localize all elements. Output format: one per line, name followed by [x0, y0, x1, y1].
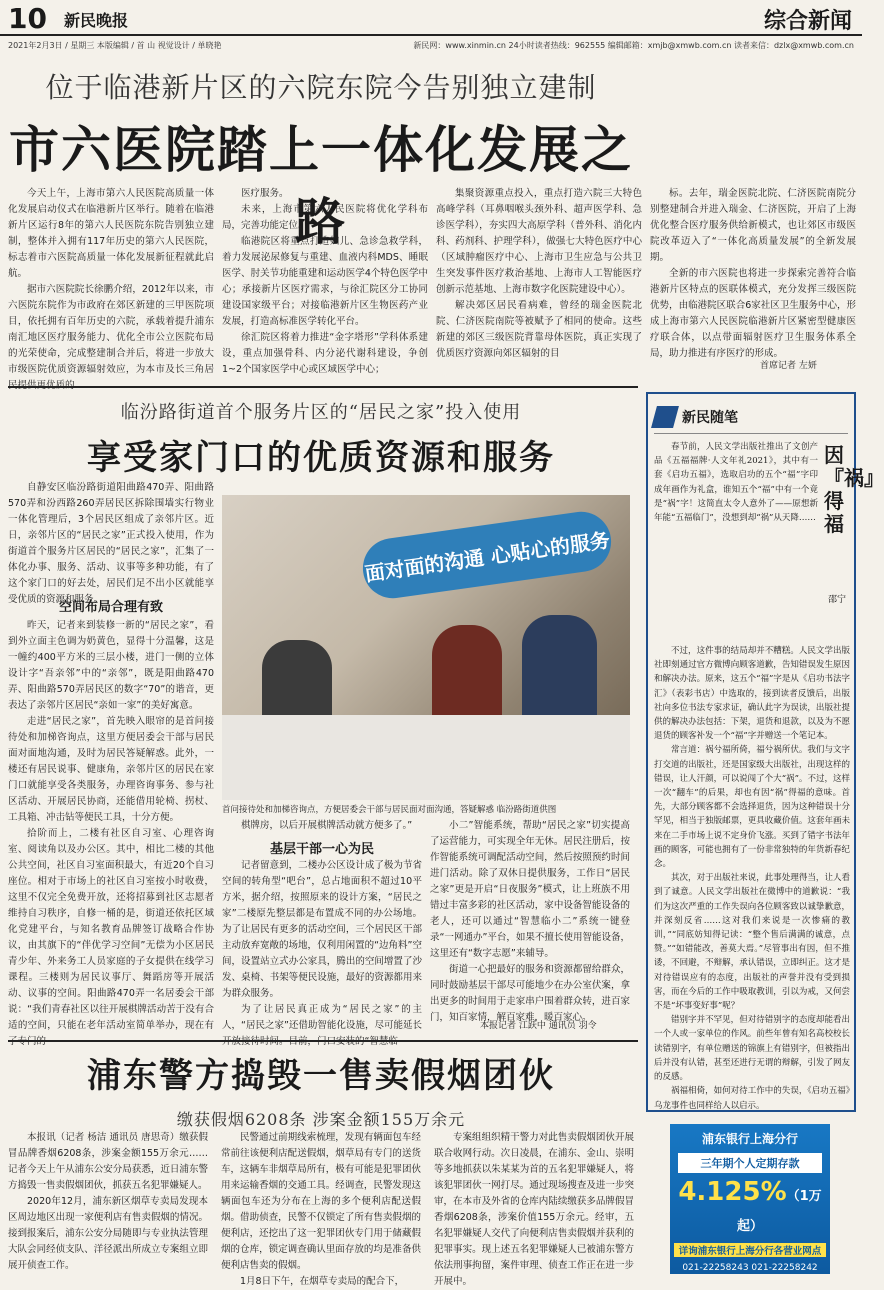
article3-col2	[221, 1130, 421, 1290]
paragraph: 民警通过前期线索梳理，发现有辆面包车经常前往该便利店配送假烟，烟草局有专门的送货车，这辆车非烟草局所有，极有可能是犯罪团伙用来运输香烟的交通工具。经调查，民警发现这辆面包车还为分布在上海的多个便利店配送假烟。借助侦查，民警不仅锁定了所有售卖假烟的便利店，还挖出了这一犯罪团伙专门用于储藏假烟的仓库，锁定调查确认里面存放的均是准备供便利店售卖的假烟。	[221, 1132, 421, 1271]
ad-min-deposit: （1万起）	[736, 1189, 822, 1234]
paragraph: 小二”智能系统，帮助“居民之家”切实提高了运营能力，可实现全年无休。居民注册后，按作智能系统可调配活动空间，然后按照预约时间进门活动。除了双休日提供服务，工作日“居民之家”更是开启“日夜服务”模式，让上班族不用错过丰富多彩的社区活动，家中设备智能设备的老人，还可以通过“智慧临小二”系统一键登录“一网通办”平台，如果不擅长使用智能设备，这里还有“数字志愿”来辅导。	[430, 820, 630, 959]
paragraph: 医疗服务。	[241, 188, 289, 199]
paragraph: 专案组组织精干警力对此售卖假烟团伙开展联合收网行动。次日凌晨，在浦东、金山、崇明等多地抓获以朱某某为首的五名犯罪嫌疑人，将该犯罪团伙一网打尽。通过现场搜查及进一步突审，在本市及外省的仓库内陆续缴获多品牌假冒香烟6208条，涉案价值155万余元。经审，五名犯罪嫌疑人交代了向便利店售卖假烟并获利的犯罪事实。现上述五名犯罪嫌疑人已被浦东警方依法刑事拘留，案件审理、侦查工作正在进一步开展中。	[434, 1132, 634, 1287]
ad-product: 三年期个人定期存款	[678, 1153, 822, 1173]
page-number: 10	[8, 2, 47, 35]
article2-col2	[222, 818, 422, 834]
paragraph: 2020年12月，浦东新区烟草专卖局发现本区周边地区出现一家便利店有售卖假烟的情况。接到报案后，浦东公安分局随即与专业执法管理大队会同经侦支队、洋径派出所成立专案组立即展开侦查工作。	[8, 1196, 208, 1271]
article2-kicker: 临汾路街道首个服务片区的“居民之家”投入使用	[120, 402, 522, 423]
paragraph: 徐汇院区将着力推进“金字塔形”学科体系建设，重点加强骨科、内分泌代谢科建设，争创1~2个国家医学中心或区域医学中心；	[222, 332, 428, 375]
column-name: 新民随笔	[682, 409, 738, 426]
article3-body	[8, 1130, 634, 1287]
article1-kicker: 位于临港新片区的六院东院今告别独立建制	[45, 71, 597, 104]
essay-text-1	[654, 440, 818, 525]
paragraph: 解决郊区居民看病难，曾经的瑞金医院北院、仁济医院南院等被赋予了相同的使命。这些新建的郊区三级医院背靠母体医院，真正实现了优质医疗资源向郊区辐射的目	[436, 300, 642, 359]
masthead	[0, 0, 862, 36]
paragraph: 记者留意到，二楼办公区设计成了极为节省空间的转角型“吧台”，总占地面积不超过10平方米，据介绍，按照原来的设计方案，“居民之家”二楼原先整层都是布置成不同的办公场地。为了让居民有更多的活动空间，三个居民区干部主动放弃宽敞的场地，仅利用闲置的“边角料”空间，设置站立式办公家具，腾出的空间增置了沙发、桌椅、书架等便民设施，最好的资源都用来为群众服务。	[222, 860, 422, 999]
article3-title: 浦东警方捣毁一售卖假烟团伙	[87, 1056, 555, 1096]
article2-subhead2: 基层干部一心为民	[269, 842, 374, 857]
article2-col2b	[222, 858, 422, 1036]
paragraph: 标。去年，瑞金医院北院、仁济医院南院分别整建制合并进入瑞金、仁济医院，开启了上海优化整合医疗服务供给新模式，也让郊区市级医院改革迈入了“一体化高质量发展”的全新发展期。	[650, 188, 856, 263]
divider	[8, 386, 638, 388]
paragraph: 本报讯（记者 杨洁 通讯员 唐思奇）缴获假冒品牌香烟6208条，涉案金额155万余元……记者今天上午从浦东公安分局获悉，近日浦东警方捣毁一售卖假烟团伙，抓获五名犯罪嫌疑人。	[8, 1132, 208, 1191]
article1-col1	[8, 186, 214, 394]
essay-sidebar	[646, 392, 884, 1112]
article2-col1a-text	[8, 480, 214, 608]
ad-branch: 详询浦东银行上海分行各营业网点	[674, 1243, 826, 1257]
paragraph: 今天上午，上海市第六人民医院高质量一体化发展启动仪式在临港新片区举行。随着在临港新片区运行8年的第六人民医院东院告别独立建制，整体并入拥有117年历史的第六人民医院，标志着市六医院高质量一体化发展新征程就此启航。	[8, 188, 214, 279]
article2-col2b-text	[222, 858, 422, 1050]
article2-headline	[8, 398, 634, 479]
article2-col3-text	[430, 818, 630, 1026]
paragraph: 自静安区临汾路街道阳曲路470弄、阳曲路570弄和汾西路260弄居民区拆除围墙实行物业一体化管理后，3个居民区组成了亲邻片区。近日，亲邻片区的“居民之家”正式投入使用，作为街道首个服务片区居民的“居民之家”，汇集了一体化办事、服务、活动、议事等多种功能，有了这个家门口的好去处，居民们足不出小区就能享受优质的资源和服务。	[8, 482, 214, 605]
essay-text-2	[654, 644, 850, 1111]
article2-col2-text	[222, 818, 422, 834]
paragraph: 棋牌房，以后开展棋牌活动就方便多了。”	[241, 820, 413, 831]
paragraph: 未来，上海市第六人民医院将优化学科布局，完善功能定位。	[222, 204, 428, 231]
paragraph: 为了让居民真正成为“居民之家”的主人，“居民之家”还借助智能化设施，尽可能延长	[222, 1004, 422, 1031]
article2-title: 享受家门口的优质资源和服务	[87, 438, 555, 478]
paragraph: 春节前，人民文学出版社推出了文创产品《五福福牌·人文年礼2021》，其中有一套《启功五福》，选取启功的五个“福”字印成年画作为礼盒，谁知五个“福”中有一个竟是“祸”字！这简直太令人意外了——原想新年能“五福临门”，没想到却“祸”从天降……	[654, 442, 818, 524]
article1-byline: 首席记者 左妍	[760, 361, 817, 371]
bank-advertisement[interactable]	[670, 1124, 830, 1274]
essay-text-1-body	[654, 440, 818, 525]
divider	[8, 1040, 638, 1042]
column-logo-icon	[651, 406, 679, 428]
paper-name: 新民晚报	[64, 11, 129, 30]
article1-col2	[222, 186, 428, 394]
article1-title: 市六医院踏上一体化发展之路	[9, 121, 633, 251]
article2-col3	[430, 818, 630, 1023]
article3-subtitle: 缴获假烟6208条 涉案金额155万余元	[176, 1110, 466, 1129]
ad-rate	[670, 1177, 830, 1237]
section-name: 综合新闻	[763, 9, 852, 34]
essay-author: 邵宁	[828, 595, 847, 605]
ad-phones: 021-22258243 021-22258242	[682, 1263, 818, 1273]
paragraph: 街道一心把最好的服务和资源都留给群众，同时鼓励基层干部尽可能地少在办公室伏案，拿出更多的时间用于走家串户围着群众转，进百家门，知百家情，解百家难，暖百家心。	[430, 964, 630, 1023]
paragraph: 常言道：祸兮福所倚，福兮祸所伏。我们与文字打交道的出版社，还是国家级大出版社，出现这样的错误，让人汗颜，可以说闯了个大“祸”。不过，这样一次“翻车”的后果，却也有因“祸”得福的意味。首先，大部分顾客都不会选择退货，因为这种错误十分罕见，相当于独版邮票，更具收藏价值。这套年画未来在二手市场上说不定身价飞涨。买到了错字书法年画的顾客，可能也拥有了一份非常独特的年货新春纪念。	[654, 745, 850, 870]
paragraph: 据市六医院院长徐鹏介绍，2012年以来，市六医院东院作为市政府在郊区新建的三甲医院项目，依托拥有百年历史的六院，承载着提升浦东南汇地区医疗服务能力、优化全市公立医院布局的光荣使命，完成整建制合并后，将进一步放大市级医院优质资源辐射效应，为本市及长三角居	[8, 284, 214, 375]
paragraph: 祸福相倚，如何对待工作中的失误，《启功五福》乌龙事件也同样给人以启示。	[654, 1086, 850, 1111]
contact-line: 新民网：www.xinmin.cn 24小时读者热线：962555 编辑邮箱：xmjb@xmwb.com.cn 读者来信：dzlx@xmwb.com.cn	[413, 41, 854, 50]
article1-col3	[436, 186, 642, 394]
paragraph: 集聚资源重点投入，重点打造六院三大特色高峰学科（耳鼻咽喉头颈外科、超声医学科、急诊医学科），夯实四大高原学科（普外科、消化内科、药剂科、护理学科），做强七大特色医疗中心（区域肿瘤医疗中心、上海市卫生应急与公共卫生突发事件医疗救治基地、上海市人工智能医疗创新示范基地、上海市数字化医院建设中心）。	[436, 188, 642, 295]
ad-bank: 浦东银行上海分行	[701, 1132, 798, 1146]
article2-subhead1: 空间布局合理有致	[58, 600, 163, 615]
paragraph: 其次，对于出版社来说，此事处理得当，让人看到了诚意。人民文学出版社在微博中的道歉说：“我们为这次严重的工作失误向各位顾客致以诚挚歉意，并深刻反省……这对我们来说是一次惨痛的教训，”“同底妨知得记读：“整个售后满满的诚意，点赞。”“如错能改，善莫大焉。”尽管事出有因，但不推诿，不回避，不辩解，承认错误，立即纠正。这才是对待错误应有的态度，出版社的声誉并没有受到损害，而在今后的工作中吸取教训，引以为戒，又何尝不是“坏事变好事”呢？	[654, 873, 850, 1012]
paragraph: 1月8日下午，在烟草专卖局的配合下，	[240, 1276, 405, 1287]
article2-col1a	[8, 480, 214, 608]
sidebar-header	[654, 400, 848, 434]
essay-title: 因『祸』得福	[824, 443, 884, 536]
meta-line	[8, 40, 854, 51]
paragraph: 昨天，记者来到装修一新的“居民之家”，看到外立面主色调为奶黄色，显得十分温馨，这是一幢约400平方米的三层小楼，进门一侧的立体设计字“吾亲邻”中的“亲邻”，既是阳曲路470弄、阳曲路570弄居民区的数字“70”的谐音，更表达了亲邻片区居民“亲如一家”的美好寓意。	[8, 620, 214, 711]
paragraph: 临港院区将重点打造妇儿、急诊急救学科，着力发展泌尿修复与重建、血液内科MDS、睡眠医学、肘关节功能重建和运动医学4个特色医学中心；承接新片区医疗需求，与徐汇院区分工协同建设国家级平台；对接临港新片区生物医药产业发展，打造高标准医学转化平台。	[222, 236, 428, 327]
essay-text-2-body	[654, 644, 850, 1113]
ad-rate-value: 4.125%	[678, 1177, 787, 1207]
article3-headline	[8, 1048, 634, 1130]
paragraph: 全新的市六医院也将进一步探索完善符合临港新片区特点的医联体模式，充分发挥三级医院优势，由临港院区联合6家社区卫生服务中心，形成上海市第六人民医院临港新片区紧密型健康医疗联合体，以点带面辐射医疗卫生服务体系全局，助力推进有序医疗的形成。	[650, 268, 856, 359]
article3-col3	[434, 1130, 634, 1290]
photo-sign: 面对面的沟通 心贴心的服务	[359, 508, 615, 602]
paragraph: 拾阶而上，二楼有社区自习室、心理咨询室、阅读角以及办公区。其中，相比二楼的其他公共空间，社区自习室面积最大，有近20个自习座位。相对于市场上的社区自习室按小时收费，这里不仅完全免费开放，还将招募到社区志愿者维持自习秩序，自修一桶的是，街道还依托区域化党建平台，与知名教育品牌签订战略合作协议，由其旗下的“伴优学习空间”无偿为小区居民青少年、外来务工人员家庭的子女提供在线学习课程。三楼则为居民议事厅、舞蹈房等开展活动、议事的空间。阳曲路470弄一名居委会干部说：“我们青春社区以往开展棋牌活动苦于没有合适的空间，只能在老年活动室简单举办，现在有	[8, 828, 214, 1031]
paragraph: 错别字并不罕见，但对待错别字的态度却能看出一个人或一家单位的作风。前些年曾有知名高校校长读错别字，有单位赠送的锦旗上有错别字，但被指出后并没有认错，甚至还进行无谓的辩解，引发了网友的反感。	[654, 1015, 850, 1083]
date-line: 2021年2月3日 / 星期三 本版编辑 / 首 山 视觉设计 / 单晓艳	[8, 41, 222, 50]
article1-body	[8, 186, 854, 376]
article3-col1	[8, 1130, 208, 1290]
article1-col4	[650, 186, 856, 394]
article2-byline: 本报记者 江跃中 通讯员 羽令	[480, 1021, 597, 1031]
news-photo	[222, 495, 630, 800]
photo-desk	[222, 715, 630, 800]
photo-caption: 首问接待处和加梯咨询点，方便居委会干部与居民面对面沟通，答疑解惑 临汾路街道供图	[222, 805, 557, 815]
paragraph: 走进“居民之家”，首先映入眼帘的是首问接待处和加梯咨询点，这里方便居委会干部与居民面对面地沟通，及时为居民答疑解惑。此外，一楼还有居民说事、健康角，亲邻片区的居民在家门口就能享受各类服务，办理咨询事务、参与社区活动、开展居民协商，还能借用轮椅、拐杖、工具箱、冲击钻等便民工具，十分方便。	[8, 716, 214, 823]
paragraph: 不过，这件事的结局却并不糟糕。人民文学出版社即刻通过官方微博向顾客道歉，告知错误发生原因和解决办法。原来，这五个“福”字是从《启功书法字汇》（表彩书店）中选取的，接到读者反馈后，出版社向多位书法专家求证，确认此字为误读，出版社提供的解决办法包括：下架，退货和退款，以及为不愿退货的顾客补发一个“福”字并赠送一个笔记本。	[654, 646, 850, 742]
